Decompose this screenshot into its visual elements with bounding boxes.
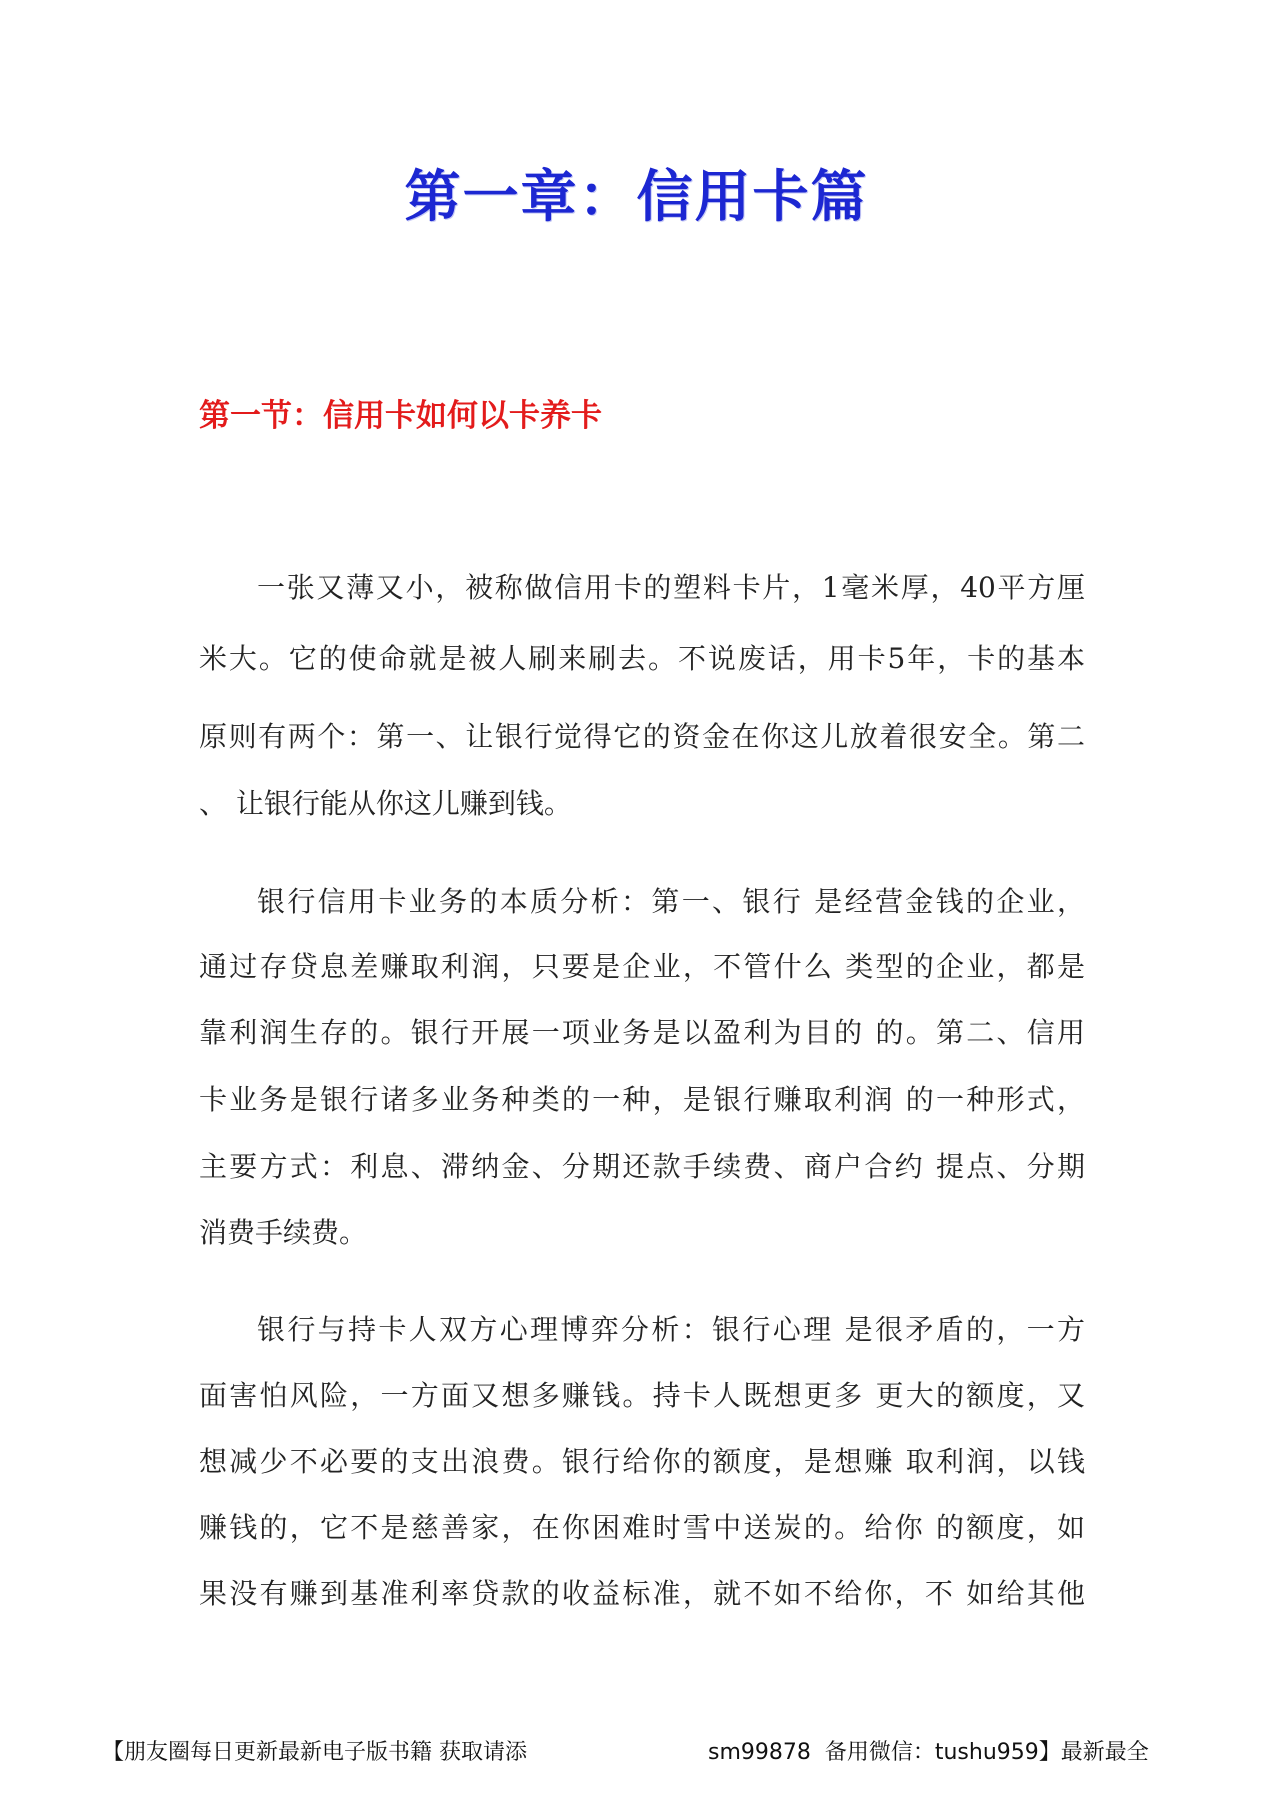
paragraph-line: 面害怕风险，一方面又想多赚钱。持卡人既想更多 更大的额度，又 (199, 1379, 1085, 1412)
paragraph-line: 银行信用卡业务的本质分析：第一、银行 是经营金钱的企业， (257, 885, 1085, 918)
paragraph-line: 米大。它的使命就是被人刷来刷去。不说废话，用卡5年，卡的基本 (199, 642, 1085, 675)
paragraph-line: 果没有赚到基准利率贷款的收益标准，就不如不给你，不 如给其他 (199, 1577, 1085, 1610)
paragraph-line: 主要方式：利息、滞纳金、分期还款手续费、商户合约 提点、分期 (199, 1150, 1085, 1183)
paragraph-line: 银行与持卡人双方心理博弈分析：银行心理 是很矛盾的，一方 (257, 1313, 1085, 1346)
paragraph-line: 卡业务是银行诸多业务种类的一种，是银行赚取利润 的一种形式， (199, 1083, 1085, 1116)
paragraph-line: 想减少不必要的支出浪费。银行给你的额度，是想赚 取利润，以钱 (199, 1445, 1085, 1478)
paragraph-line: 靠利润生存的。银行开展一项业务是以盈利为目的 的。第二、信用 (199, 1016, 1085, 1049)
paragraph-line: 一张又薄又小，被称做信用卡的塑料卡片，1毫米厚，40平方厘 (257, 571, 1085, 604)
paragraph-line: 赚钱的，它不是慈善家，在你困难时雪中送炭的。给你 的额度，如 (199, 1511, 1085, 1544)
footer-note-left: 【朋友圈每日更新最新电子版书籍 获取请添 (102, 1740, 527, 1765)
section-title: 第一节：信用卡如何以卡养卡 (199, 398, 602, 434)
paragraph-line: 、 让银行能从你这儿赚到钱。 (199, 787, 572, 820)
paragraph-line: 原则有两个：第一、让银行觉得它的资金在你这儿放着很安全。第二 (199, 720, 1085, 753)
paragraph-line: 通过存贷息差赚取利润，只要是企业，不管什么 类型的企业，都是 (199, 950, 1085, 983)
footer-note-right: sm99878 备用微信：tushu959】最新最全 (708, 1740, 1149, 1765)
paragraph-line: 消费手续费。 (199, 1216, 368, 1249)
chapter-title: 第一章：信用卡篇 (404, 164, 869, 230)
